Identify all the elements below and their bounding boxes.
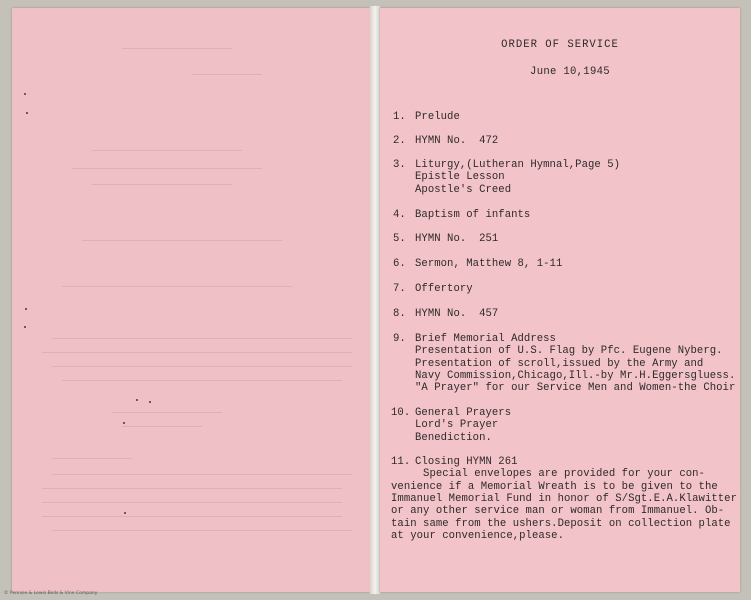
item-heading: Brief Memorial Address bbox=[415, 333, 556, 345]
item-detail-line: Lord's Prayer bbox=[415, 419, 499, 432]
item-heading: Offertory bbox=[415, 283, 473, 295]
item-heading: Closing HYMN 261 bbox=[415, 456, 518, 468]
item-heading: Liturgy,(Lutheran Hymnal,Page 5) bbox=[415, 159, 621, 171]
item-detail-line: Presentation of U.S. Flag by Pfc. Eugene Nyberg. bbox=[415, 345, 723, 358]
item-detail-line: at your convenience,please. bbox=[391, 529, 564, 542]
item-detail-line: venience if a Memorial Wreath is to be given to the bbox=[391, 480, 718, 493]
service-date: June 10,1945 bbox=[530, 66, 610, 78]
item-heading: HYMN No. 472 bbox=[415, 135, 499, 147]
item-detail-line: Epistle Lesson bbox=[415, 171, 505, 184]
item-heading: Baptism of infants bbox=[415, 209, 531, 221]
page-title: ORDER OF SERVICE bbox=[501, 39, 619, 51]
item-number: 9. bbox=[393, 333, 406, 345]
item-heading: HYMN No. 457 bbox=[415, 308, 499, 320]
item-number: 1. bbox=[393, 111, 406, 123]
item-number: 7. bbox=[393, 283, 406, 295]
item-detail-line: Special envelopes are provided for your con- bbox=[391, 468, 705, 481]
item-detail-line: tain same from the ushers.Deposit on collection plate bbox=[391, 517, 731, 530]
right-page bbox=[380, 8, 740, 592]
item-number: 6. bbox=[393, 258, 406, 270]
item-detail-line: Navy Commission,Chicago,Ill.-by Mr.H.Eggersgluess. bbox=[415, 369, 736, 382]
item-number: 5. bbox=[393, 233, 406, 245]
item-heading: HYMN No. 251 bbox=[415, 233, 499, 245]
item-number: 11. bbox=[391, 456, 411, 468]
item-detail-line: or any other service man or woman from Immanuel. Ob- bbox=[391, 505, 725, 518]
item-detail-line: Presentation of scroll,issued by the Army and bbox=[415, 357, 704, 370]
item-number: 4. bbox=[393, 209, 406, 221]
item-heading: Prelude bbox=[415, 111, 460, 123]
item-detail-line: Apostle's Creed bbox=[415, 183, 512, 196]
item-detail-line: "A Prayer" for our Service Men and Women-the Choir bbox=[415, 382, 736, 395]
item-detail-line: Immanuel Memorial Fund in honor of S/Sgt.E.A.Klawitter bbox=[391, 492, 737, 505]
copyright-credit: © Pennsie & Lewis Bells & Vine Company bbox=[4, 591, 98, 596]
item-number: 8. bbox=[393, 308, 406, 320]
left-page bbox=[12, 8, 370, 592]
item-heading: Sermon, Matthew 8, 1-11 bbox=[415, 258, 563, 270]
page-fold bbox=[370, 6, 380, 594]
item-heading: General Prayers bbox=[415, 407, 512, 419]
item-number: 3. bbox=[393, 159, 406, 171]
item-number: 2. bbox=[393, 135, 406, 147]
item-detail-line: Benediction. bbox=[415, 431, 492, 444]
item-number: 10. bbox=[391, 407, 411, 419]
